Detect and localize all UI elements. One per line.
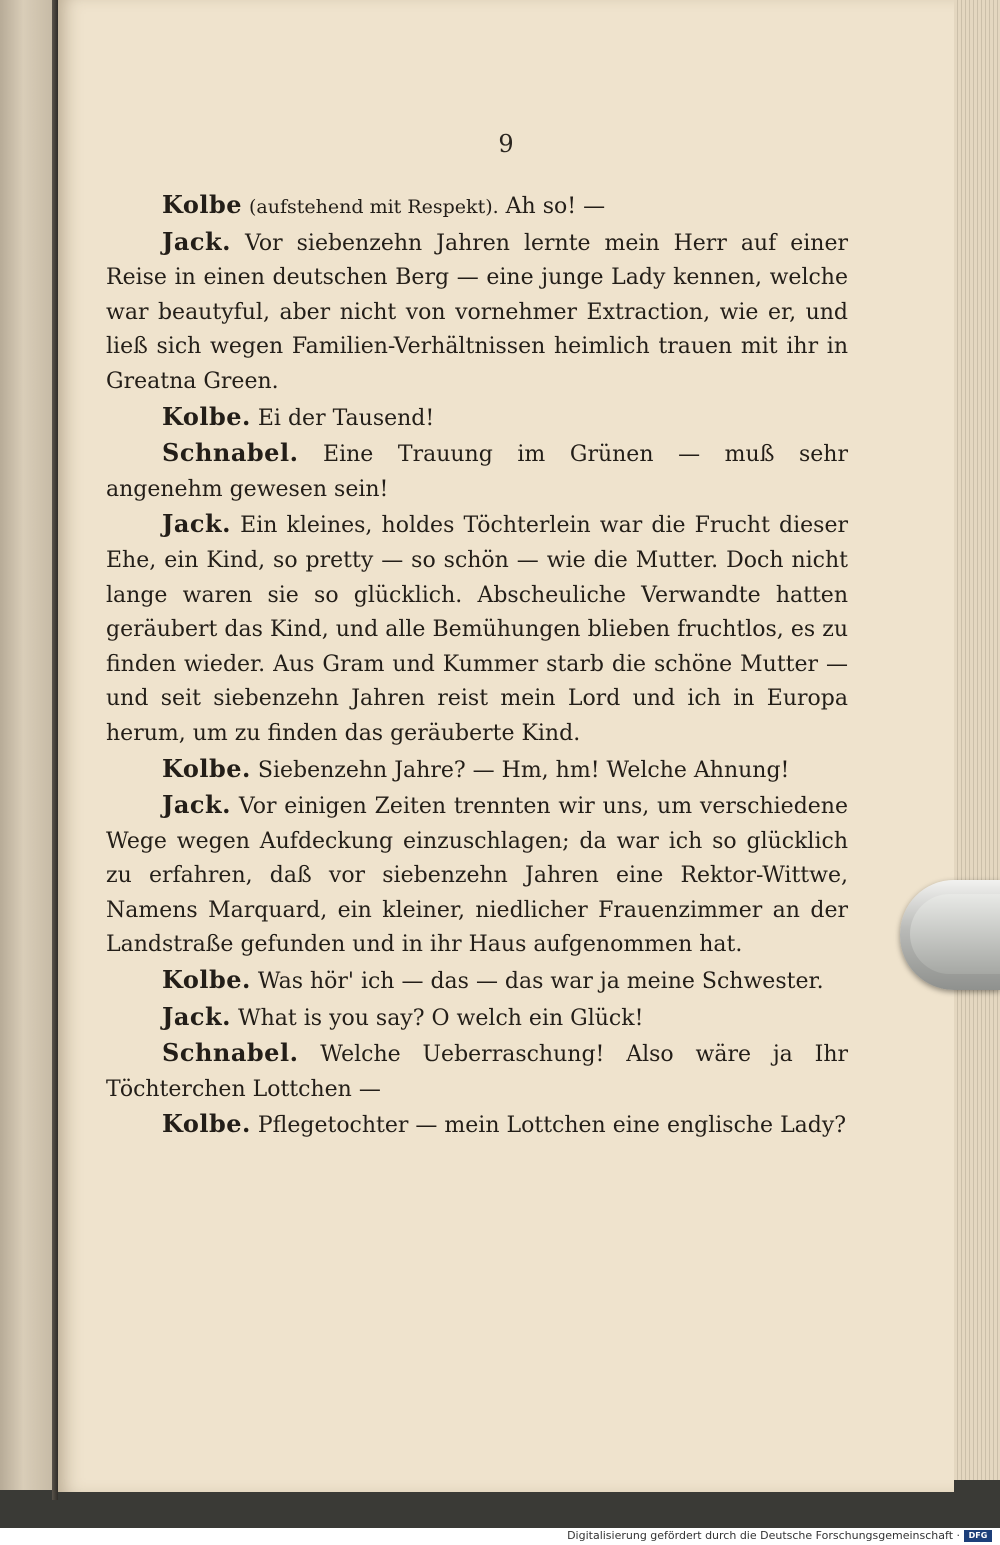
dialogue-paragraph — [106, 752, 848, 789]
dialogue-paragraph — [106, 507, 848, 751]
speaker-name: Kolbe. — [162, 1109, 251, 1139]
dialogue-text: Ein kleines, holdes Töchterlein war die Frucht dieser Ehe, ein Kind, so pretty — so schön — wie die Mutter. Doch nicht lange waren sie so glücklich. Abscheuliche Verwandte hatten geräubert das Kind, und alle Bemühungen blieben fruchtlos, es zu finden wieder. Aus Gram und Kummer starb die schöne Mutter — und seit siebenzehn Jahren reist mein Lord und ich in Europa herum, um zu finden das geräuberte Kind. — [106, 513, 848, 746]
speaker-name: Kolbe. — [162, 753, 251, 783]
dfg-logo: DFG — [964, 1530, 992, 1542]
speaker-name: Schnabel. — [162, 1038, 299, 1068]
dialogue-paragraph — [106, 788, 848, 963]
speaker-name: Jack. — [162, 790, 232, 820]
footer-bar — [0, 1528, 1000, 1545]
dialogue-paragraph — [106, 188, 848, 225]
speaker-name: Schnabel. — [162, 438, 299, 468]
stage-direction: (aufstehend mit Respekt). — [249, 196, 499, 218]
dialogue-text: Ah so! — — [505, 194, 606, 219]
dialogue-text: Ei der Tausend! — [257, 405, 435, 431]
dialogue-text: Vor siebenzehn Jahren lernte mein Herr auf einer Reise in einen deutschen Berg — eine junge Lady kennen, welche war beautyful, aber nicht von vornehmer Extraction, wie er, und ließ sich wegen Familien-Verhältnissen heimlich trauen mit ihr in Greatna Green. — [106, 230, 848, 394]
speaker-name: Kolbe — [162, 190, 243, 219]
dialogue-paragraph — [106, 1036, 848, 1107]
speaker-name: Jack. — [162, 226, 232, 256]
dialogue-text: Was hör' ich — das — das war ja meine Schwester. — [257, 969, 824, 995]
dialogue-paragraph — [106, 963, 848, 1000]
dialogue-paragraph — [106, 1107, 848, 1144]
speaker-name: Kolbe. — [162, 401, 251, 431]
dialogue-text: Vor einigen Zeiten trennten wir uns, um verschiedene Wege wegen Aufdeckung einzuschlagen; da war ich so glücklich zu erfahren, daß vor siebenzehn Jahren eine Rektor-Wittwe, Namens Marquard, ein kleiner, niedlicher Frauenzimmer an der Landstraße gefunden und in ihr Haus aufgenommen hat. — [106, 794, 848, 958]
page-text — [106, 188, 848, 1144]
dialogue-text: What is you say? O welch ein Glück! — [238, 1005, 644, 1031]
speaker-name: Jack. — [162, 1001, 232, 1031]
dialogue-text: Siebenzehn Jahre? — Hm, hm! Welche Ahnung! — [257, 757, 790, 783]
page-holder-clip-highlight — [910, 894, 1000, 974]
speaker-name: Kolbe. — [162, 965, 251, 995]
dialogue-text: Welche Ueberraschung! Also wäre ja Ihr Töchterchen Lottchen — — [106, 1042, 848, 1102]
page-stack-edge — [954, 0, 1000, 1480]
dialogue-text: Eine Trauung im Grünen — muß sehr angenehm gewesen sein! — [106, 442, 848, 502]
dialogue-text: Pflegetochter — mein Lottchen eine englische Lady? — [257, 1113, 847, 1139]
book-page — [58, 0, 954, 1492]
funding-credit: Digitalisierung gefördert durch die Deutsche Forschungsgemeinschaft · — [567, 1529, 960, 1542]
dialogue-paragraph — [106, 436, 848, 507]
dialogue-paragraph — [106, 1000, 848, 1037]
left-page-edge — [0, 0, 52, 1490]
dialogue-paragraph — [106, 225, 848, 400]
page-number: 9 — [498, 130, 514, 158]
dialogue-paragraph — [106, 400, 848, 437]
speaker-name: Jack. — [162, 509, 232, 539]
